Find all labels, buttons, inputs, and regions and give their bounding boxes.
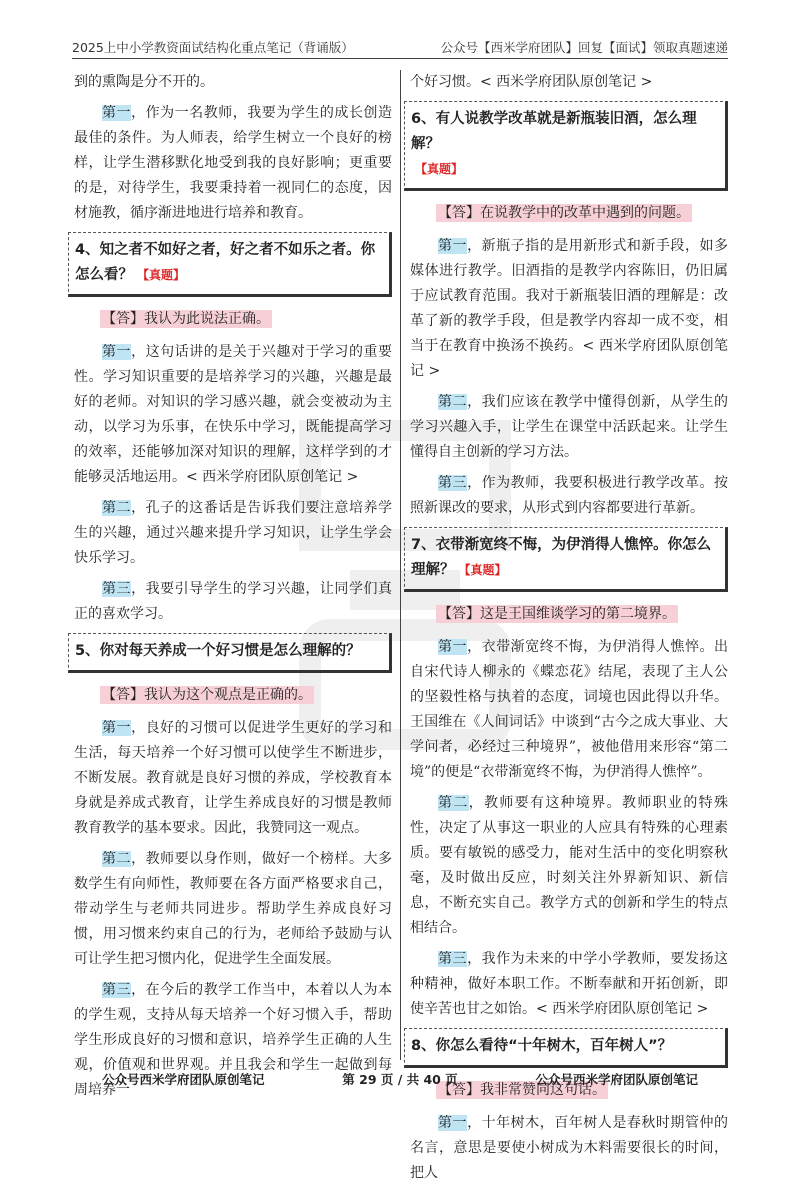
page-footer — [72, 1070, 728, 1092]
page-number: 第 29 页 / 共 40 页 — [342, 1072, 458, 1087]
point-label: 第一 — [102, 105, 132, 121]
point-label: 第一 — [438, 1115, 468, 1131]
footer-left: 公众号西米学府团队原创笔记 — [102, 1072, 265, 1087]
question-box-6 — [404, 101, 728, 191]
point-label: 第一 — [438, 639, 468, 655]
point-label: 第一 — [438, 238, 468, 254]
paragraph: 第一，衣带渐宽终不悔，为伊消得人憔悴。出自宋代诗人柳永的《蝶恋花》结尾，表现了主人公的坚毅性格与执着的态度，词境也因此得以升华。王国维在《人间词话》中谈到“古今之成大事业、大学问者，必经过三种境界”，被他借用来形容“第二境”的便是“衣带渐宽终不悔，为伊消得人憔悴”。 — [410, 639, 729, 780]
paragraph: 第二，我们应该在教学中懂得创新，从学生的学习兴趣入手，让学生在课堂中活跃起来。让学生懂得自主创新的学习方法。 — [410, 394, 729, 460]
paragraph: 第一，作为一名教师，我要为学生的成长创造最佳的条件。为人师表，给学生树立一个良好的榜样，让学生潜移默化地受到我的良好影响；更重要的是，对待学生，我要秉持着一视同仁的态度，因材施教，循序渐进地进行培养和教育。 — [74, 105, 393, 221]
paragraph: 第一，十年树木，百年树人是春秋时期管仲的名言，意思是要使小树成为木料需要很长的时间，把人 — [410, 1115, 729, 1181]
question-text: 7、衣带渐宽终不悔，为伊消得人憔悴。你怎么理解？ — [411, 537, 712, 578]
page-header — [72, 36, 728, 59]
point-label: 第三 — [102, 581, 132, 597]
answer-line: 【答】我认为这个观点是正确的。 — [102, 687, 312, 703]
paragraph: 第一，新瓶子指的是用新形式和新手段，如多媒体进行教学。旧酒指的是教学内容陈旧，仍旧属于应试教育范围。我对于新瓶装旧酒的理解是：改革了新的教学手段，但是教学内容却一成不变，相当于在教育中换汤不换药。< 西米学府团队原创笔记 > — [410, 238, 729, 379]
paragraph: 个好习惯。< 西米学府团队原创笔记 > — [410, 74, 653, 90]
question-text: 5、你对每天养成一个好习惯是怎么理解的？ — [75, 643, 361, 659]
paragraph: 第二，孔子的这番话是告诉我们要注意培养学生的兴趣，通过兴趣来提升学习知识，让学生学会快乐学习。 — [74, 500, 393, 566]
paragraph: 第二，教师要有这种境界。教师职业的特殊性，决定了从事这一职业的人应具有特殊的心理素质。要有敏锐的感受力，能对生活中的变化明察秋毫，及时做出反应，时刻关注外界新知识、新信息，不断充实自己。教学方式的创新和学生的特点相结合。 — [410, 795, 729, 936]
real-exam-tag: 【真题】 — [458, 563, 507, 577]
question-text: 4、知之者不如好之者，好之者不如乐之者。你怎么看？ — [75, 242, 376, 283]
header-promo: 公众号【西米学府团队】回复【面试】领取真题速递 — [440, 40, 728, 55]
point-label: 第一 — [102, 344, 132, 360]
paragraph: 第三，在今后的教学工作当中，本着以人为本的学生观，支持从每天培养一个好习惯入手，帮助学生形成良好的习惯和意识，培养学生正确的人生观，价值观和世界观。并且我会和学生一起做到每周培养一 — [74, 982, 393, 1098]
point-label: 第二 — [438, 394, 468, 410]
paragraph: 第三，我作为未来的中学小学教师，要发扬这种精神，做好本职工作。不断奉献和开拓创新，即使辛苦也甘之如饴。< 西米学府团队原创笔记 > — [410, 951, 729, 1017]
paragraph: 第三，我要引导学生的学习兴趣，让同学们真正的喜欢学习。 — [74, 581, 393, 622]
answer-line: 【答】我认为此说法正确。 — [102, 311, 270, 327]
question-box-4 — [68, 232, 392, 297]
paragraph: 到的熏陶是分不开的。 — [74, 74, 214, 90]
paragraph: 第一，良好的习惯可以促进学生更好的学习和生活，每天培养一个好习惯可以使学生不断进步，不断发展。教育就是良好习惯的养成，学校教育本身就是养成式教育，让学生养成良好的习惯是教师教育教学的基本要求。因此，我赞同这一观点。 — [74, 720, 393, 836]
left-column — [74, 70, 392, 1109]
paragraph: 第三，作为教师，我要积极进行教学改革。按照新课改的要求，从形式到内容都要进行革新。 — [410, 475, 729, 516]
point-label: 第三 — [438, 951, 468, 967]
answer-line: 【答】我非常赞同这句话。 — [438, 1082, 606, 1098]
point-label: 第二 — [438, 795, 469, 811]
point-label: 第二 — [102, 851, 132, 867]
question-box-5 — [68, 633, 392, 673]
question-box-8 — [404, 1028, 728, 1068]
question-text: 8、你怎么看待“十年树木，百年树人”？ — [411, 1038, 673, 1054]
real-exam-tag: 【真题】 — [415, 162, 464, 176]
real-exam-tag: 【真题】 — [137, 268, 186, 282]
answer-line: 【答】在说教学中的改革中遇到的问题。 — [438, 205, 690, 221]
footer-right: 公众号西米学府团队原创笔记 — [535, 1072, 698, 1087]
point-label: 第三 — [102, 982, 132, 998]
right-column — [410, 70, 728, 1192]
answer-line: 【答】这是王国维谈学习的第二境界。 — [438, 606, 676, 622]
point-label: 第三 — [438, 475, 468, 491]
question-text: 6、有人说教学改革就是新瓶装旧酒，怎么理解？ — [411, 111, 697, 152]
paragraph: 第二，教师要以身作则，做好一个榜样。大多数学生有向师性，教师要在各方面严格要求自己，带动学生与老师共同进步。帮助学生养成良好习惯，用习惯来约束自己的行为，老师给予鼓励与认可让学生把习惯内化，促进学生全面发展。 — [74, 851, 393, 967]
question-box-7 — [404, 527, 728, 592]
header-title: 2025上中小学教资面试结构化重点笔记（背诵版） — [72, 40, 354, 55]
point-label: 第二 — [102, 500, 132, 516]
paragraph: 第一，这句话讲的是关于兴趣对于学习的重要性。学习知识重要的是培养学习的兴趣，兴趣是最好的老师。对知识的学习感兴趣，就会变被动为主动，以学习为乐事，在快乐中学习，既能提高学习的效率，还能够加深对知识的理解，这样学到的才能够灵活地运用。< 西米学府团队原创笔记 > — [74, 344, 393, 485]
point-label: 第一 — [102, 720, 132, 736]
column-divider — [400, 70, 401, 1060]
